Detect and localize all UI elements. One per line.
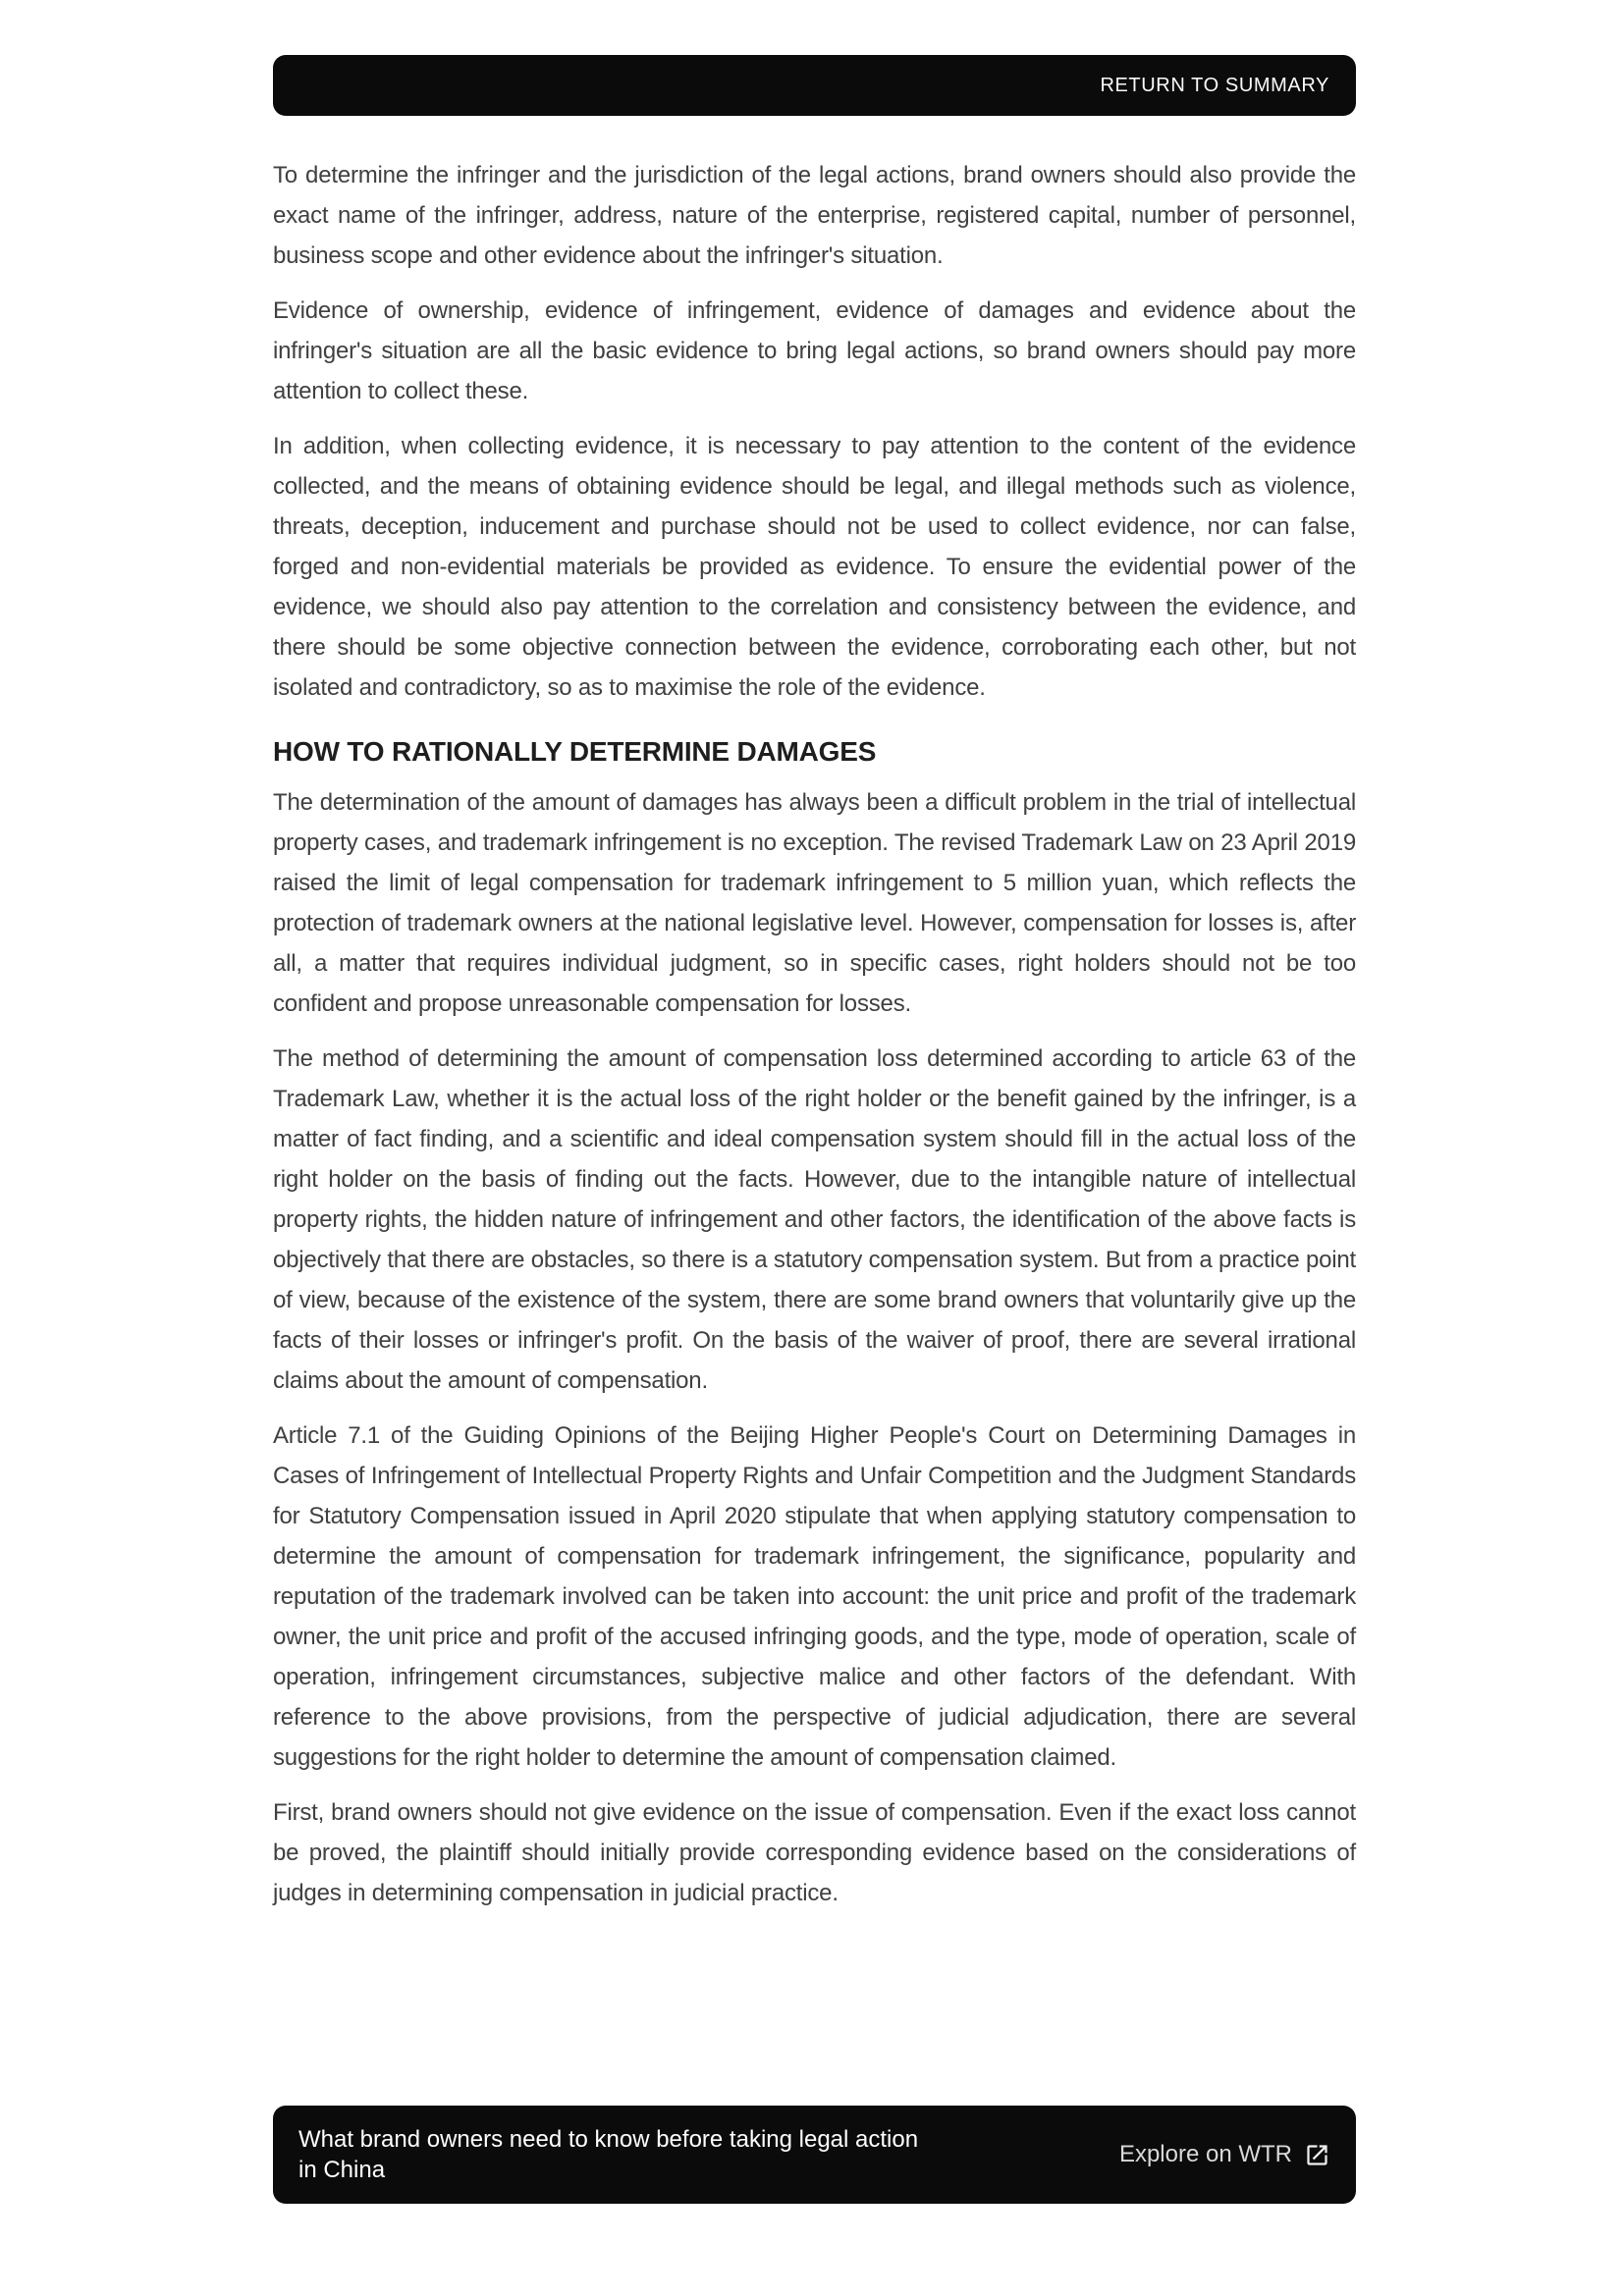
paragraph: To determine the infringer and the jurisdiction of the legal actions, brand owners should also provide the exact name of the infringer, address, nature of the enterprise, registered capital, number of personnel, business scope and other evidence about the infringer's situation. [273, 162, 1356, 269]
article-body [273, 155, 1356, 1928]
explore-on-wtr-label: Explore on WTR [1118, 2141, 1292, 2167]
external-link-icon [1304, 2142, 1330, 2168]
footer-bar [273, 2106, 1356, 2204]
footer-title-line2: in China [298, 2157, 386, 2183]
paragraph: The method of determining the amount of compensation loss determined according to article 63 of the Trademark Law, whether it is the actual loss of the right holder or the benefit gained by the infringer, is a matter of fact finding, and a scientific and ideal compensation system should fill in the actual loss of the right holder on the basis of finding out the facts. However, due to the intangible nature of intellectual property rights, the hidden nature of infringement and other factors, the identification of the above facts is objectively that there are obstacles, so there is a statutory compensation system. But from a practice point of view, because of the existence of the system, there are some brand owners that voluntarily give up the facts of their losses or infringer's profit. On the basis of the waiver of proof, there are several irrational claims about the amount of compensation. [273, 1045, 1356, 1394]
paragraph: The determination of the amount of damages has always been a difficult problem in the trial of intellectual property cases, and trademark infringement is no exception. The revised Trademark Law on 23 April 2019 raised the limit of legal compensation for trademark infringement to 5 million yuan, which reflects the protection of trademark owners at the national legislative level. However, compensation for losses is, after all, a matter that requires individual judgment, so in specific cases, right holders should not be too confident and propose unreasonable compensation for losses. [273, 789, 1356, 1017]
paragraph: First, brand owners should not give evidence on the issue of compensation. Even if the exact loss cannot be proved, the plaintiff should initially provide corresponding evidence based on the considerations of judges in determining compensation in judicial practice. [273, 1799, 1356, 1906]
paragraph: In addition, when collecting evidence, it is necessary to pay attention to the content of the evidence collected, and the means of obtaining evidence should be legal, and illegal methods such as violence, threats, deception, inducement and purchase should not be used to collect evidence, nor can false, forged and non-evidential materials be provided as evidence. To ensure the evidential power of the evidence, we should also pay attention to the correlation and consistency between the evidence, and there should be some objective connection between the evidence, corroborating each other, but not isolated and contradictory, so as to maximise the role of the evidence. [273, 433, 1356, 701]
section-heading: HOW TO RATIONALLY DETERMINE DAMAGES [273, 736, 877, 767]
return-to-summary-label: RETURN TO SUMMARY [1100, 74, 1329, 96]
footer-title-line1: What brand owners need to know before taking legal action [298, 2126, 919, 2153]
return-to-summary-button[interactable] [273, 55, 1356, 116]
paragraph: Evidence of ownership, evidence of infringement, evidence of damages and evidence about the infringer's situation are all the basic evidence to bring legal actions, so brand owners should pay more attention to collect these. [273, 297, 1356, 404]
footer-article-title [298, 2124, 918, 2185]
paragraph: Article 7.1 of the Guiding Opinions of the Beijing Higher People's Court on Determining Damages in Cases of Infringement of Intellectual Property Rights and Unfair Competition and the Judgment Standards for Statutory Compensation issued in April 2020 stipulate that when applying statutory compensation to determine the amount of compensation for trademark infringement, the significance, popularity and reputation of the trademark involved can be taken into account: the unit price and profit of the trademark owner, the unit price and profit of the accused infringing goods, and the type, mode of operation, scale of operation, infringement circumstances, subjective malice and other factors of the defendant. With reference to the above provisions, from the perspective of judicial adjudication, there are several suggestions for the right holder to determine the amount of compensation claimed. [273, 1422, 1356, 1771]
explore-on-wtr-link[interactable] [1119, 2141, 1330, 2168]
